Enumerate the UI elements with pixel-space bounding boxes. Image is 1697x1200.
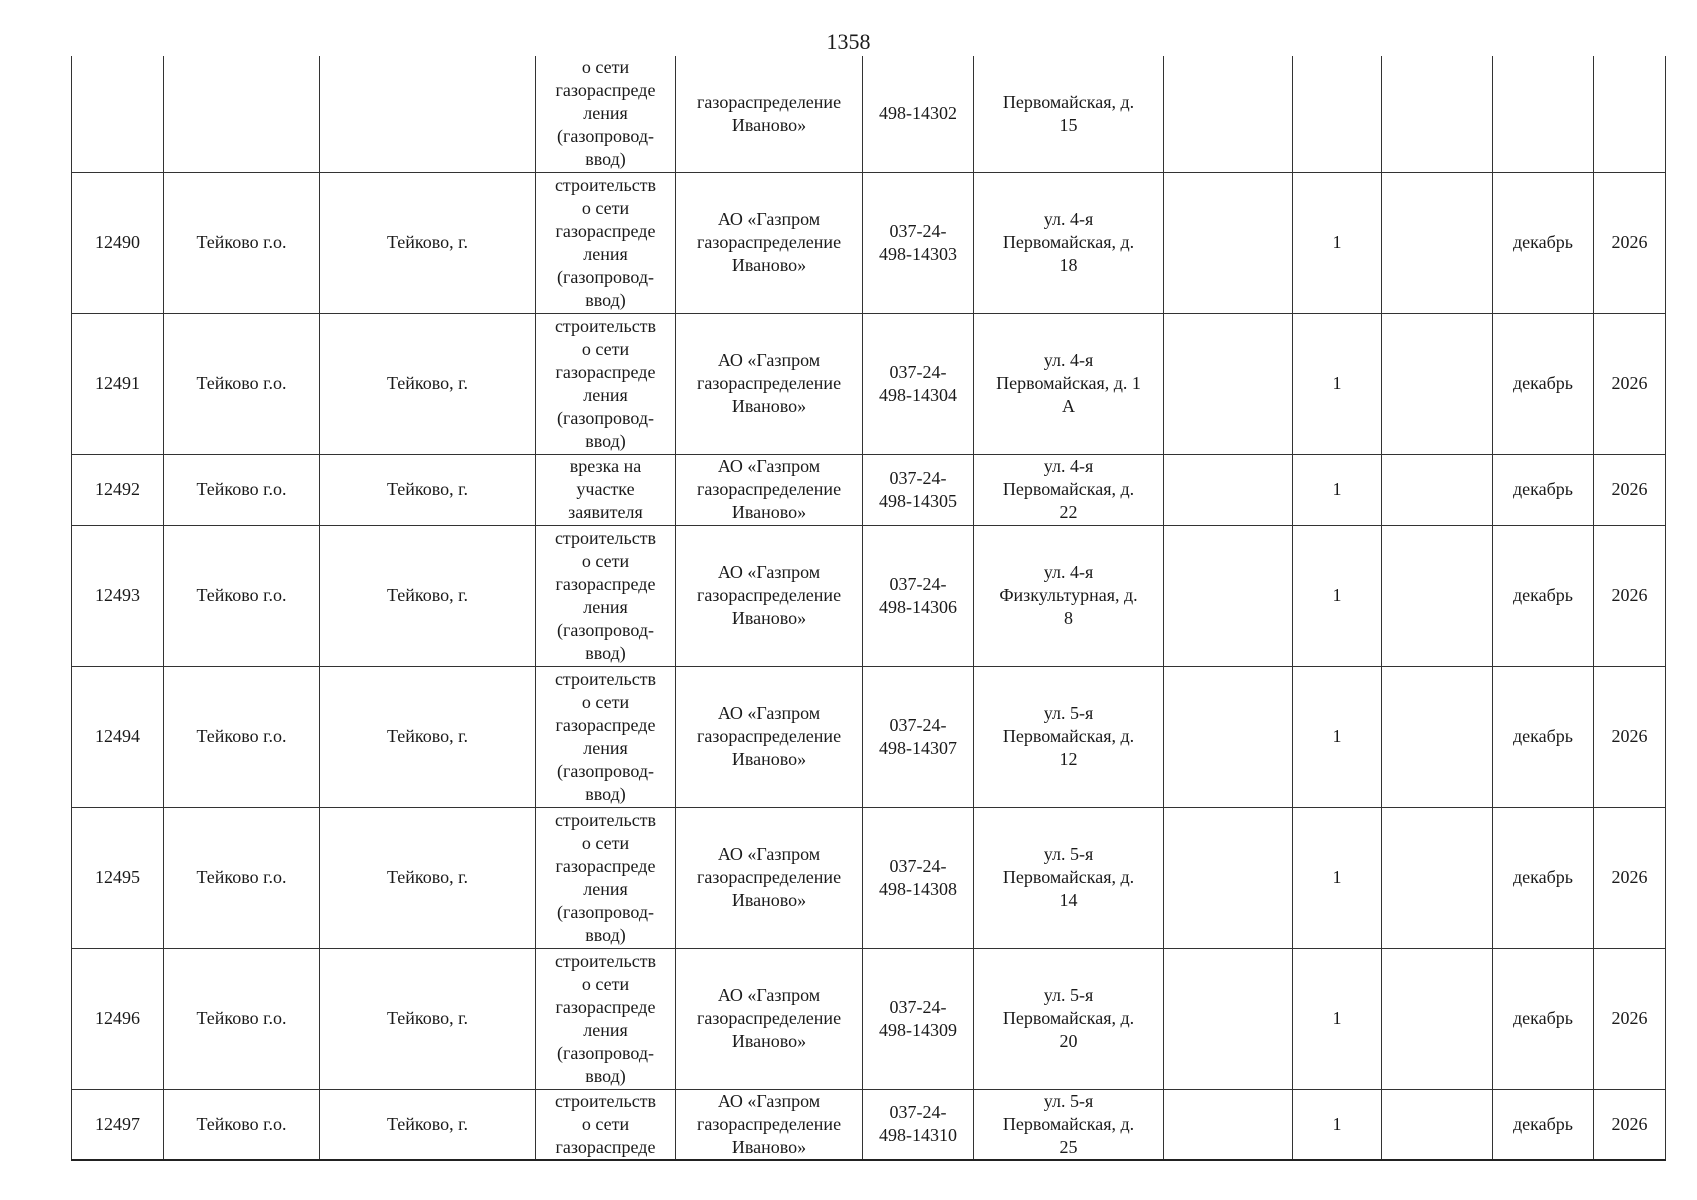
company-cell: АО «Газпром газораспределение Иваново» [676,807,863,948]
work-type-cell: о сети газораспреде ления (газопровод- ввод) [536,56,676,172]
locality-cell: Тейково, г. [320,948,536,1089]
work-type-cell: строительств о сети газораспреде ления (газопровод- ввод) [536,313,676,454]
month-cell: декабрь [1493,313,1594,454]
empty-cell [1382,666,1493,807]
locality-cell: Тейково, г. [320,313,536,454]
year-cell: 2026 [1594,948,1666,1089]
locality-cell: Тейково, г. [320,666,536,807]
empty-cell [1164,454,1293,525]
district-cell: Тейково г.о. [164,666,320,807]
work-type-cell: строительств о сети газораспреде ления (газопровод- ввод) [536,666,676,807]
work-type-cell: строительств о сети газораспреде ления (газопровод- ввод) [536,172,676,313]
row-number-cell: 12494 [72,666,164,807]
table-row [72,454,1666,525]
district-cell: Тейково г.о. [164,525,320,666]
data-table [71,56,1666,1161]
table-row [72,948,1666,1089]
row-number-cell: 12496 [72,948,164,1089]
year-cell: 2026 [1594,1089,1666,1160]
district-cell: Тейково г.о. [164,172,320,313]
table-row [72,313,1666,454]
company-cell: АО «Газпром газораспределение Иваново» [676,172,863,313]
work-type-cell: врезка на участке заявителя [536,454,676,525]
code-cell: 037-24- 498-14306 [863,525,974,666]
empty-cell [1382,172,1493,313]
quantity-cell: 1 [1293,807,1382,948]
quantity-cell: 1 [1293,666,1382,807]
quantity-cell: 1 [1293,1089,1382,1160]
empty-cell [1164,525,1293,666]
year-cell: 2026 [1594,454,1666,525]
month-cell: декабрь [1493,807,1594,948]
code-cell: 037-24- 498-14308 [863,807,974,948]
locality-cell: Тейково, г. [320,172,536,313]
empty-cell [1382,454,1493,525]
empty-cell [1164,948,1293,1089]
quantity-cell: 1 [1293,948,1382,1089]
row-number-cell [72,56,164,172]
company-cell: АО «Газпром газораспределение Иваново» [676,454,863,525]
locality-cell: Тейково, г. [320,454,536,525]
month-cell: декабрь [1493,948,1594,1089]
year-cell: 2026 [1594,807,1666,948]
quantity-cell [1293,56,1382,172]
address-cell: ул. 5-я Первомайская, д. 25 [974,1089,1164,1160]
year-cell [1594,56,1666,172]
company-cell: АО «Газпром газораспределение Иваново» [676,948,863,1089]
company-cell: АО «Газпром газораспределение Иваново» [676,525,863,666]
code-cell: 498-14302 [863,56,974,172]
table-row [72,1089,1666,1160]
month-cell: декабрь [1493,172,1594,313]
quantity-cell: 1 [1293,313,1382,454]
year-cell: 2026 [1594,313,1666,454]
work-type-cell: строительств о сети газораспреде ления (газопровод- ввод) [536,948,676,1089]
company-cell: АО «Газпром газораспределение Иваново» [676,666,863,807]
table-row [72,172,1666,313]
district-cell: Тейково г.о. [164,454,320,525]
row-number-cell: 12491 [72,313,164,454]
row-number-cell: 12490 [72,172,164,313]
month-cell: декабрь [1493,454,1594,525]
quantity-cell: 1 [1293,454,1382,525]
year-cell: 2026 [1594,525,1666,666]
district-cell: Тейково г.о. [164,948,320,1089]
address-cell: Первомайская, д. 15 [974,56,1164,172]
address-cell: ул. 4-я Первомайская, д. 18 [974,172,1164,313]
quantity-cell: 1 [1293,525,1382,666]
address-cell: ул. 5-я Первомайская, д. 14 [974,807,1164,948]
locality-cell [320,56,536,172]
table-row [72,807,1666,948]
district-cell: Тейково г.о. [164,1089,320,1160]
code-cell: 037-24- 498-14304 [863,313,974,454]
empty-cell [1164,807,1293,948]
address-cell: ул. 5-я Первомайская, д. 20 [974,948,1164,1089]
company-cell: газораспределение Иваново» [676,56,863,172]
work-type-cell: строительств о сети газораспреде ления (газопровод- ввод) [536,525,676,666]
empty-cell [1164,313,1293,454]
empty-cell [1382,1089,1493,1160]
month-cell [1493,56,1594,172]
table-body [72,56,1666,1160]
table-row [72,666,1666,807]
month-cell: декабрь [1493,666,1594,807]
locality-cell: Тейково, г. [320,807,536,948]
district-cell [164,56,320,172]
empty-cell [1164,56,1293,172]
work-type-cell: строительств о сети газораспреде ления (газопровод- ввод) [536,807,676,948]
address-cell: ул. 4-я Первомайская, д. 22 [974,454,1164,525]
table-row [72,525,1666,666]
code-cell: 037-24- 498-14303 [863,172,974,313]
empty-cell [1382,313,1493,454]
district-cell: Тейково г.о. [164,313,320,454]
address-cell: ул. 4-я Первомайская, д. 1 А [974,313,1164,454]
company-cell: АО «Газпром газораспределение Иваново» [676,1089,863,1160]
address-cell: ул. 4-я Физкультурная, д. 8 [974,525,1164,666]
empty-cell [1164,172,1293,313]
empty-cell [1382,807,1493,948]
work-type-cell: строительств о сети газораспреде [536,1089,676,1160]
row-number-cell: 12493 [72,525,164,666]
page-number: 1358 [826,29,871,54]
row-number-cell: 12495 [72,807,164,948]
code-cell: 037-24- 498-14310 [863,1089,974,1160]
table-row [72,56,1666,172]
company-cell: АО «Газпром газораспределение Иваново» [676,313,863,454]
locality-cell: Тейково, г. [320,1089,536,1160]
code-cell: 037-24- 498-14309 [863,948,974,1089]
address-cell: ул. 5-я Первомайская, д. 12 [974,666,1164,807]
empty-cell [1164,1089,1293,1160]
empty-cell [1382,56,1493,172]
month-cell: декабрь [1493,525,1594,666]
row-number-cell: 12497 [72,1089,164,1160]
district-cell: Тейково г.о. [164,807,320,948]
locality-cell: Тейково, г. [320,525,536,666]
month-cell: декабрь [1493,1089,1594,1160]
empty-cell [1164,666,1293,807]
year-cell: 2026 [1594,172,1666,313]
year-cell: 2026 [1594,666,1666,807]
quantity-cell: 1 [1293,172,1382,313]
empty-cell [1382,525,1493,666]
code-cell: 037-24- 498-14305 [863,454,974,525]
code-cell: 037-24- 498-14307 [863,666,974,807]
row-number-cell: 12492 [72,454,164,525]
empty-cell [1382,948,1493,1089]
